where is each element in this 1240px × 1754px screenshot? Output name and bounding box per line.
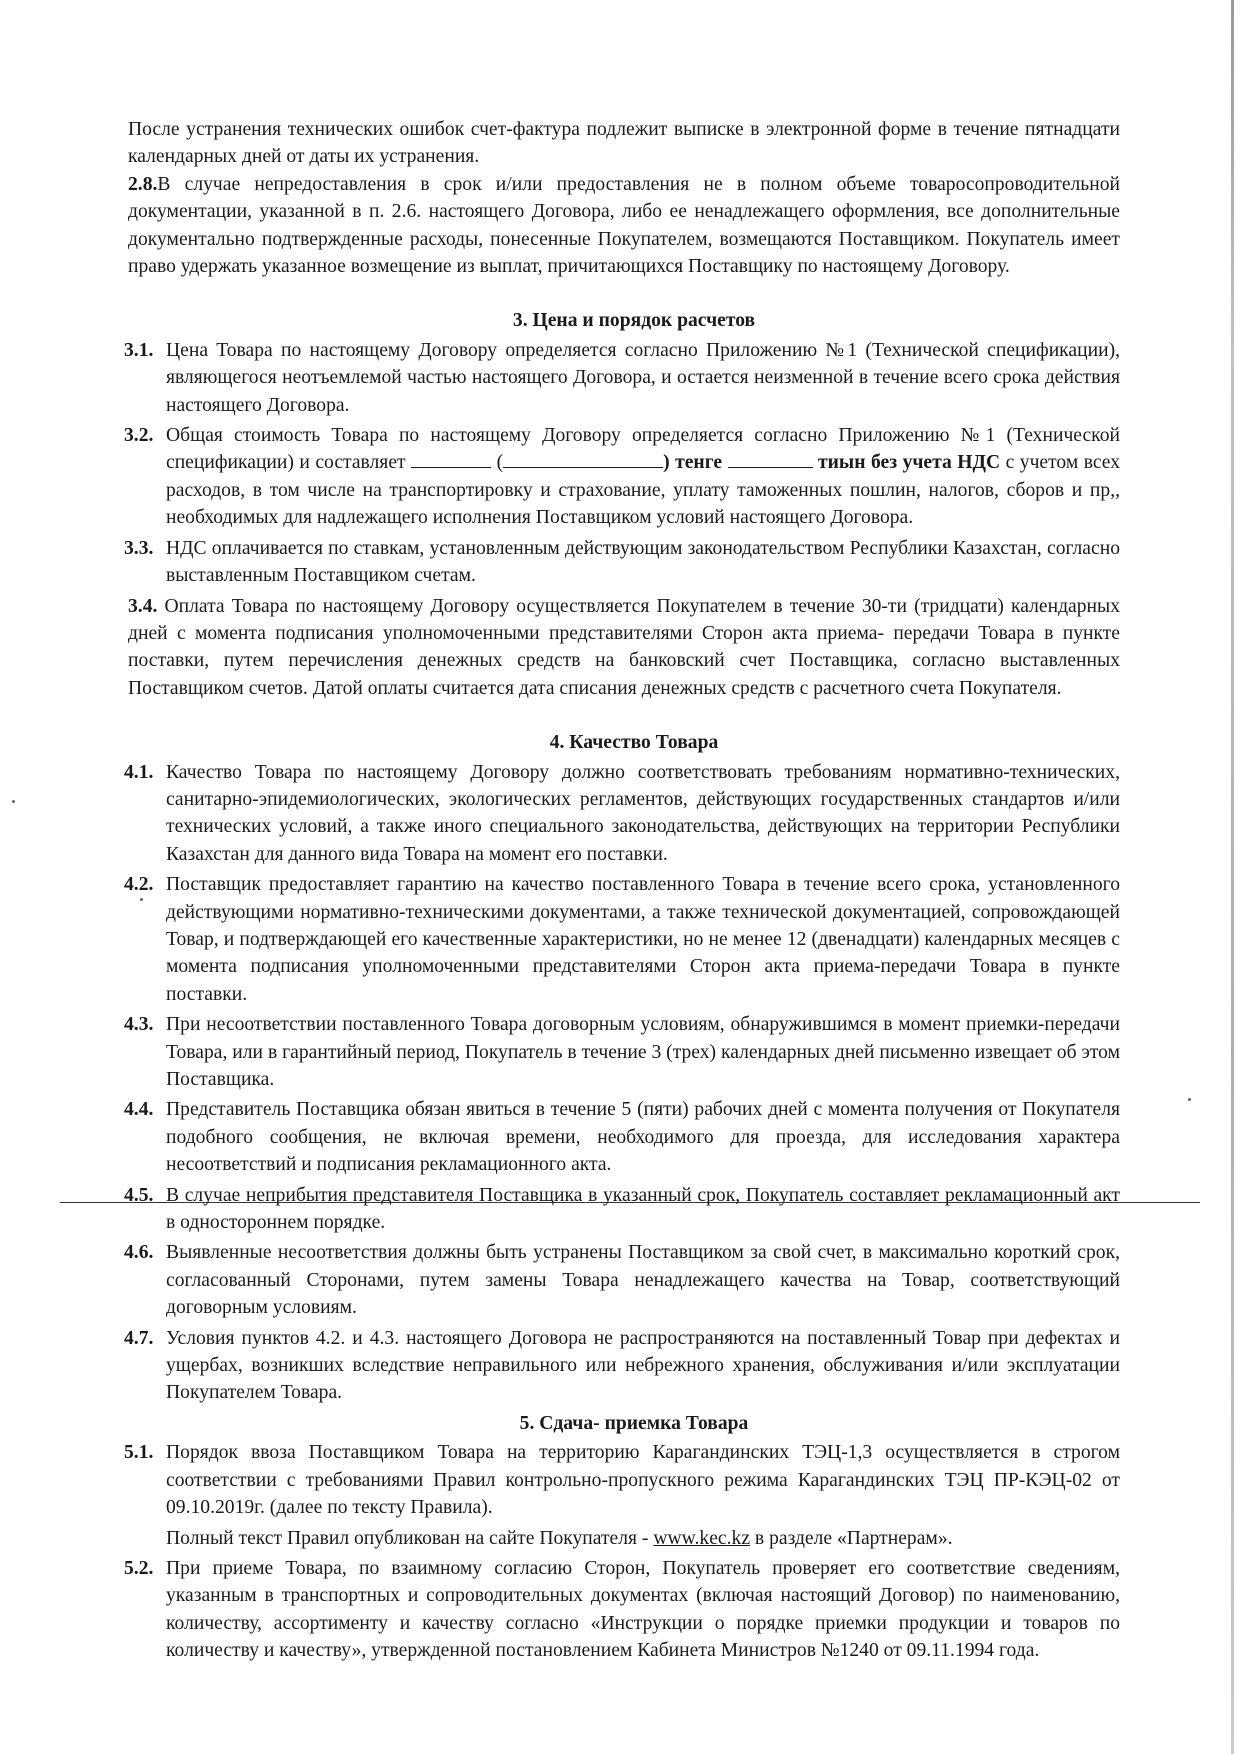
note-text: Полный текст Правил опубликован на сайте Покупателя - xyxy=(166,1527,654,1549)
clause-number: 4.6. xyxy=(124,1242,154,1264)
clause-4-6 xyxy=(124,1239,1120,1321)
clause-number: 4.7. xyxy=(124,1327,154,1349)
section-4-title: 4. Качество Товара xyxy=(549,732,719,754)
clause-4-4 xyxy=(124,1096,1120,1178)
clause-text: Оплата Товара по настоящему Договору осуществляется Покупателем в течение 30-ти (тридцати) календарных дней с момента подписания уполномоченными представителями Сторон акта приема- передачи Товара в пункте поставки, путем перечисления денежных средств на банковский счет Поставщика, согласно выставленных Поставщиком счетов. Датой оплаты считается дата списания денежных средств с расчетного счета Покупателя. xyxy=(128,595,1120,699)
clause-number: 4.2. xyxy=(124,874,154,896)
clause-number: 4.5. xyxy=(124,1184,154,1206)
section-5-title: 5. Сдача- приемка Товара xyxy=(519,1412,749,1434)
clause-text: В случае непредоставления в срок и/или предоставления не в полном объеме товаросопроводительной документации, указанной в п. 2.6. настоящего Договора, либо ее ненадлежащего оформления, все дополнительные документально подтвержденные расходы, понесенные Покупателем, возмещаются Поставщиком. Покупатель имеет право удержать указанное возмещение из выплат, причитающихся Поставщику по настоящему Договору. xyxy=(128,173,1120,278)
clause-text: В случае неприбытия представителя Поставщика в указанный срок, Покупатель составляет рекламационный акт в одностороннем порядке. xyxy=(166,1184,1120,1234)
clause-5-2 xyxy=(124,1555,1120,1665)
clause-4-5 xyxy=(124,1182,1120,1237)
clause-3-1 xyxy=(124,337,1120,419)
clause-3-4 xyxy=(128,593,1120,703)
clause-number: 3.2. xyxy=(124,425,154,447)
clause-text: Общая стоимость Товара по настоящему Договору определяется согласно Приложению №1 (Технической спецификации) и составляет xyxy=(166,425,1120,474)
blank-amount-words-field[interactable] xyxy=(503,449,663,468)
clause-number: 4.4. xyxy=(124,1099,154,1121)
clause-4-3 xyxy=(124,1011,1120,1093)
currency-label: ) тенге xyxy=(663,452,723,474)
clause-number: 2.8. xyxy=(128,173,158,195)
clause-number: 5.1. xyxy=(124,1442,154,1464)
clause-4-2 xyxy=(124,871,1120,1008)
clause-text: Поставщик предоставляет гарантию на качество поставленного Товара в течение всего срока, установленного действующими нормативно-техническими документами, а также технической документацией, сопровождающей Товар, и подтверждающей его качественные характеристики, но не менее 12 (двенадцати) календарных месяцев с момента подписания уполномоченными представителями Сторон акта приема-передачи Товара в пункте поставки. xyxy=(166,874,1120,1005)
clause-text: Цена Товара по настоящему Договору определяется согласно Приложению №1 (Технической спецификации), являющегося неотъемлемой частью настоящего Договора, и остается неизменной в течение всего срока действия настоящего Договора. xyxy=(166,339,1120,416)
vat-note: тиын без учета НДС xyxy=(818,452,1001,474)
clause-2-8 xyxy=(128,171,1120,281)
blank-tiyn-field[interactable] xyxy=(728,449,813,468)
clause-text: Условия пунктов 4.2. и 4.3. настоящего Договора не распространяются на поставленный Товар при дефектах и ущербах, возникших вследствие неправильного или небрежного хранения, обслуживания и/или эксплуатации Покупателем Товара. xyxy=(166,1327,1120,1404)
section-3-title: 3. Цена и порядок расчетов xyxy=(512,310,756,332)
clause-text: Качество Товара по настоящему Договору должно соответствовать требованиям нормативно-технических, санитарно-эпидемиологических, экологических регламентов, действующих государственных стандартов и/или технических условий, а также иного специального законодательства, действующих на территории Республики Казахстан для данного вида Товара на момент его поставки. xyxy=(166,761,1120,865)
clause-text: НДС оплачивается по ставкам, установленным действующим законодательством Республики Казахстан, согласно выставленным Поставщиком счетам. xyxy=(166,537,1120,587)
clause-number: 3.1. xyxy=(124,339,154,361)
clause-number: 5.2. xyxy=(124,1557,154,1579)
blank-amount-field[interactable] xyxy=(411,449,491,468)
scan-speck xyxy=(1188,1098,1191,1101)
scan-edge-artifact xyxy=(1231,0,1234,1754)
clause-3-2 xyxy=(124,422,1121,532)
clause-5-1-note xyxy=(128,1525,1120,1552)
clause-text: При несоответствии поставленного Товара договорным условиям, обнаружившимся в момент приемки-передачи Товара, или в гарантийный период, Покупатель в течение 3 (трех) календарных дней письменно извещает об этом Поставщика. xyxy=(166,1014,1120,1090)
clause-text: с учетом всех расходов, в том числе на транспортировку и страхование, уплату таможенных пошлин, налогов, сборов и пр,, необходимых для надлежащего исполнения Поставщиком условий настоящего Договора. xyxy=(166,452,1121,529)
clause-text: ( xyxy=(496,452,504,474)
document-body xyxy=(124,116,1121,1668)
clause-5-1 xyxy=(124,1439,1120,1521)
intro-paragraph: После устранения технических ошибок счет-фактура подлежит выписке в электронной форме в течение пятнадцати календарных дней от даты их устранения. xyxy=(128,119,1120,168)
clause-number: 3.4. xyxy=(128,595,158,617)
clause-number: 4.3. xyxy=(124,1014,154,1036)
clause-text: Порядок ввоза Поставщиком Товара на территорию Карагандинских ТЭЦ-1,3 осуществляется в строгом соответствии с требованиями Правил контрольно-пропускного режима Карагандинских ТЭЦ ПР-КЭЦ-02 от 09.10.2019г. (далее по тексту Правила). xyxy=(166,1442,1120,1519)
scan-speck xyxy=(12,800,15,803)
clause-3-3 xyxy=(124,535,1120,590)
clause-text: Представитель Поставщика обязан явиться в течение 5 (пяти) рабочих дней с момента получения от Покупателя подобного сообщения, не включая времени, необходимого для проезда, для исследования характера несоответствий и подписания рекламационного акта. xyxy=(166,1099,1120,1176)
website-link[interactable]: www.kec.kz xyxy=(653,1527,751,1549)
clause-4-7 xyxy=(124,1325,1120,1407)
clause-number: 3.3. xyxy=(124,537,154,559)
clause-number: 4.1. xyxy=(124,761,154,783)
note-text: в разделе «Партнерам». xyxy=(750,1527,953,1549)
clause-text: Выявленные несоответствия должны быть устранены Поставщиком за свой счет, в максимально короткий срок, согласованный Сторонами, путем замены Товара ненадлежащего качества на Товар, соответствующий договорным условиям. xyxy=(166,1242,1120,1319)
clause-4-1 xyxy=(124,759,1120,869)
clause-text: При приеме Товара, по взаимному согласию Сторон, Покупатель проверяет его соответствие сведениям, указанным в транспортных и сопроводительных документах (включая настоящий Договор) по наименованию, количеству, ассортименту и качеству согласно «Инструкции о порядке приемки продукции и товаров по количеству и качеству», утвержденной постановлением Кабинета Министров №1240 от 09.11.1994 года. xyxy=(166,1557,1120,1662)
